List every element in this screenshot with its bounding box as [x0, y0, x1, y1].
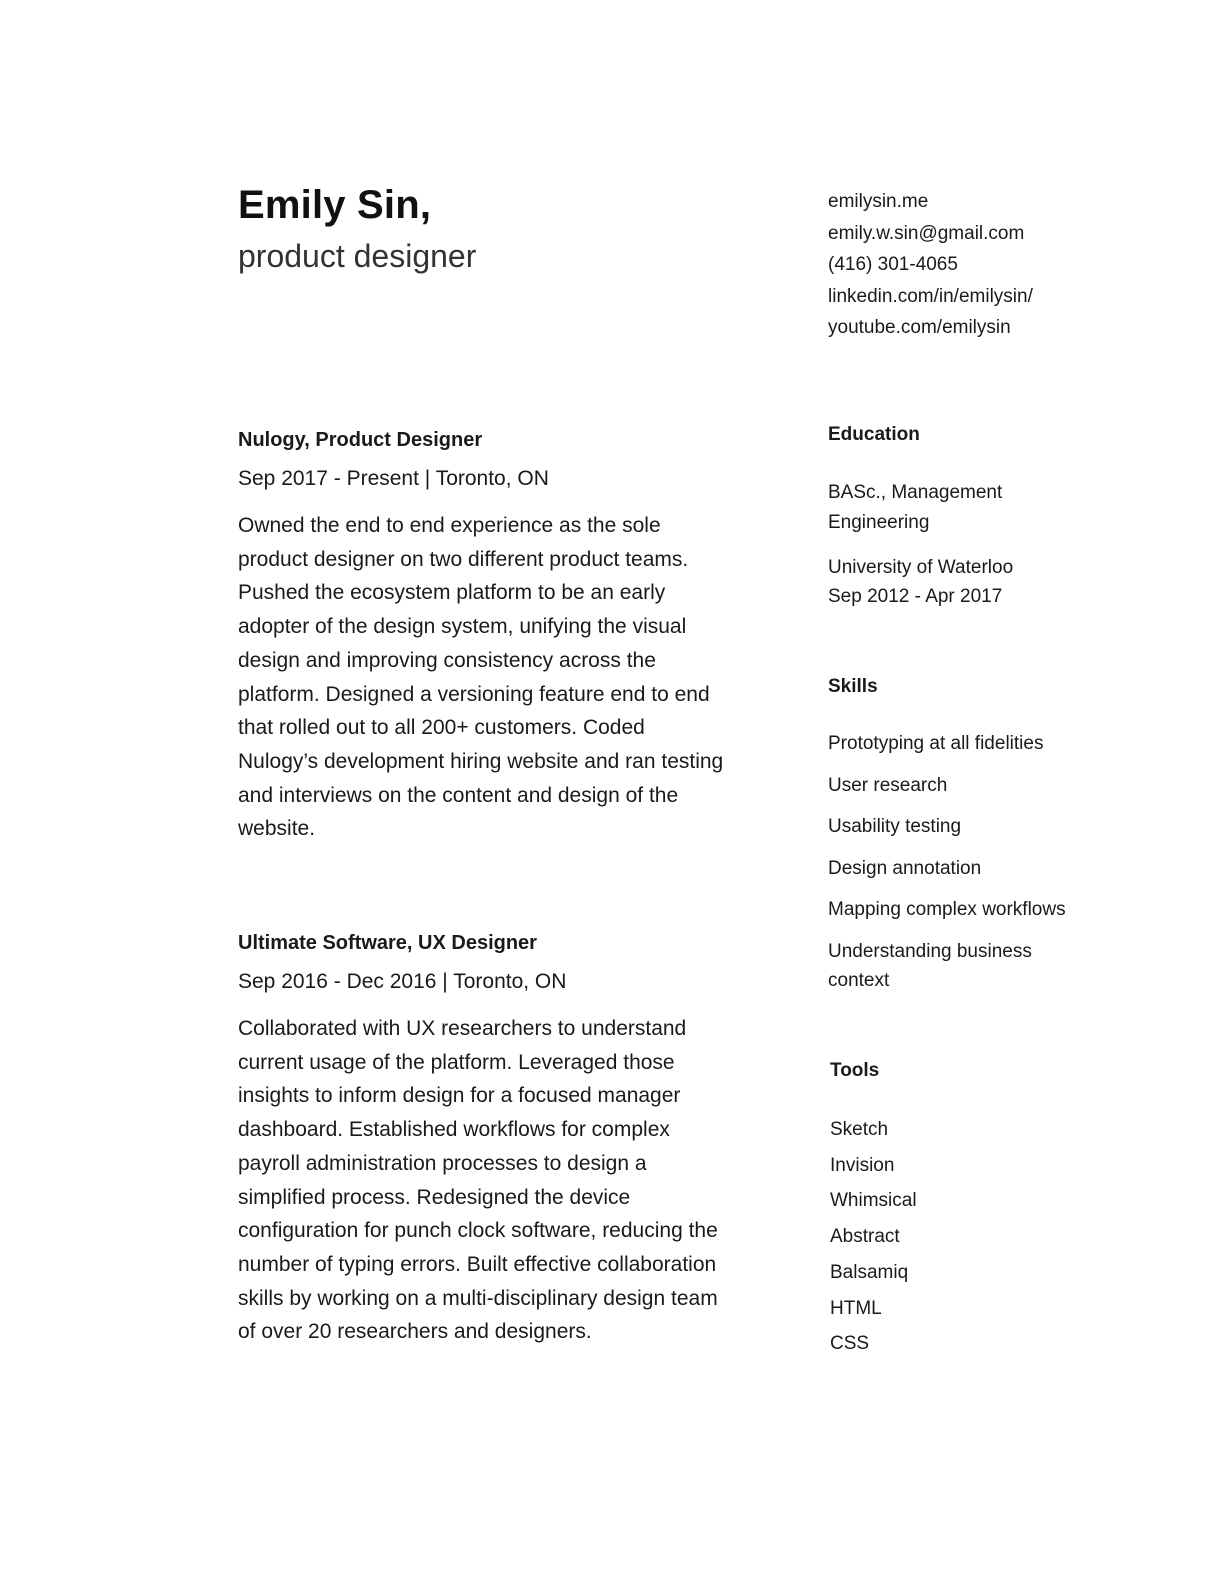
job-entry [238, 930, 728, 1349]
skill-item: Understanding business context [828, 940, 1032, 991]
resume-role: product designer [238, 238, 477, 274]
education-school: University of Waterloo [828, 557, 1014, 578]
tool-item: Invision [830, 1154, 895, 1176]
job-description: Collaborated with UX researchers to understand current usage of the platform. Leveraged those insights to inform design for a focused manager dashboard. Established workflows for complex payroll administration processes to design a simplified process. Redesigned the device configuration for punch clock software, reducing the number of typing errors. Built effective collaboration skills by working on a multi-disciplinary design team of over 20 researchers and designers. [238, 1017, 718, 1344]
education-dates: Sep 2012 - Apr 2017 [828, 586, 1003, 607]
job-title: Nulogy, Product Designer [238, 429, 483, 451]
skill-item: Mapping complex workflows [828, 899, 1066, 920]
contact-email[interactable]: emily.w.sin@gmail.com [828, 222, 1025, 244]
contact-linkedin[interactable]: linkedin.com/in/emilysin/ [828, 285, 1033, 307]
tool-item: Whimsical [830, 1190, 917, 1212]
tool-item: CSS [830, 1333, 870, 1355]
tool-item: Sketch [830, 1119, 889, 1140]
tools-list [830, 1112, 917, 1362]
job-meta: Sep 2017 - Present | Toronto, ON [238, 467, 549, 490]
skill-item: Prototyping at all fidelities [828, 733, 1044, 754]
job-title: Ultimate Software, UX Designer [238, 932, 537, 954]
skill-item: Design annotation [828, 857, 982, 879]
skills-list [828, 729, 1098, 1008]
skill-item: Usability testing [828, 816, 962, 837]
tool-item: Abstract [830, 1226, 900, 1248]
job-entry [238, 427, 728, 846]
job-description: Owned the end to end experience as the sole product designer on two different product teams. Pushed the ecosystem platform to be an early adopter of the design system, unifying the visual design and improving consistency across the platform. Designed a versioning feature end to end that rolled out to all 200+ customers. Coded Nulogy’s development hiring website and ran testing and interviews on the content and design of the website. [238, 514, 724, 841]
contact-website[interactable]: emilysin.me [828, 191, 929, 212]
skills-heading: Skills [828, 676, 878, 697]
tool-item: Balsamiq [830, 1261, 909, 1283]
contact-list [828, 186, 1033, 344]
tool-item: HTML [830, 1297, 882, 1319]
contact-youtube[interactable]: youtube.com/emilysin [828, 317, 1011, 338]
education-heading: Education [828, 424, 920, 445]
job-meta: Sep 2016 - Dec 2016 | Toronto, ON [238, 970, 567, 993]
education-degree: BASc., Management Engineering [828, 482, 1003, 533]
contact-phone: (416) 301-4065 [828, 254, 958, 275]
resume-name: Emily Sin, [238, 183, 432, 227]
skill-item: User research [828, 774, 948, 796]
tools-heading: Tools [830, 1060, 880, 1081]
